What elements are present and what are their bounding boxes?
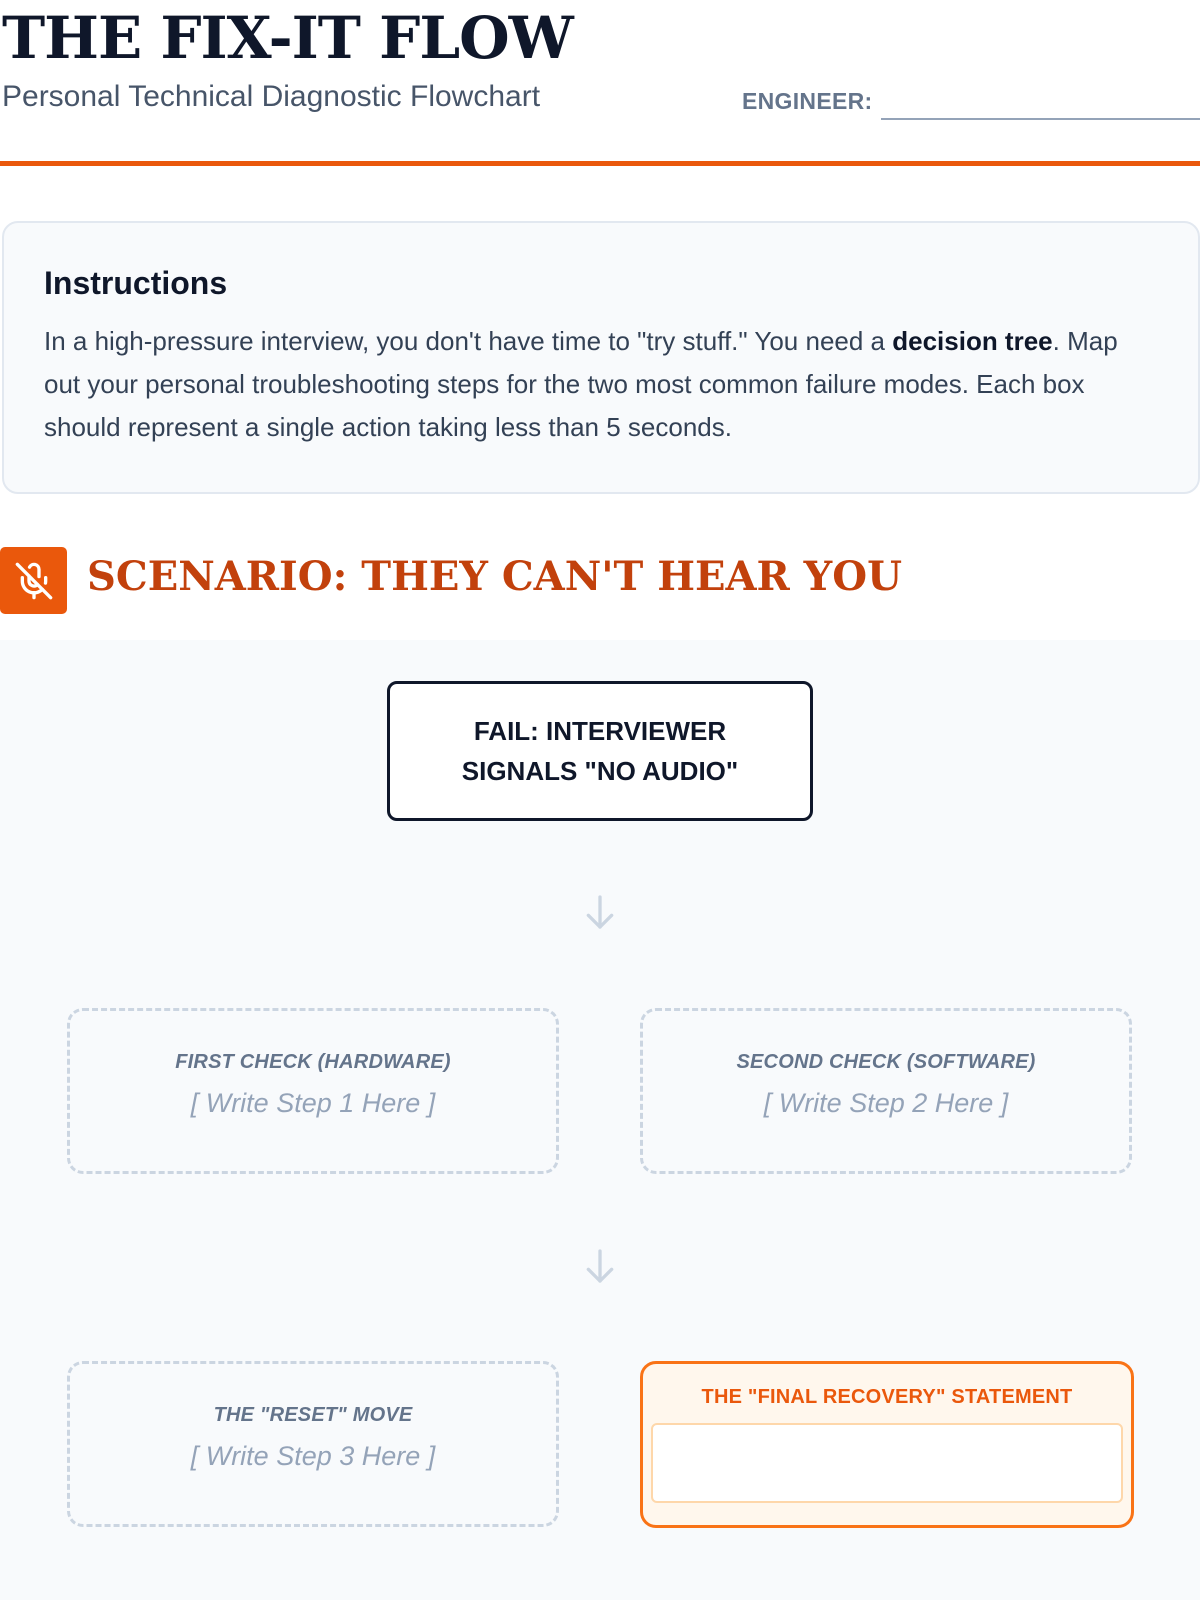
page-header — [0, 0, 1200, 166]
fail-box: FAIL: INTERVIEWER SIGNALS "NO AUDIO" — [387, 681, 813, 821]
step-box-1[interactable] — [67, 1008, 559, 1174]
arrow-down-icon — [580, 1246, 620, 1286]
step-box-3[interactable] — [67, 1361, 559, 1527]
instructions-text-part: . Map out your personal troubleshooting steps for the two most common failure modes. Each box should represent a single action taking less than 5 seconds. — [44, 326, 1118, 442]
step-box-2[interactable] — [640, 1008, 1132, 1174]
step-label: FIRST CHECK (HARDWARE) — [175, 1051, 451, 1073]
flowchart — [0, 640, 1200, 1600]
final-recovery-label: THE "FINAL RECOVERY" STATEMENT — [701, 1386, 1073, 1408]
step-placeholder: [ Write Step 3 Here ] — [190, 1441, 436, 1471]
step-label: THE "RESET" MOVE — [213, 1404, 413, 1426]
step-label: SECOND CHECK (SOFTWARE) — [736, 1051, 1036, 1073]
page-title: THE FIX-IT FLOW — [2, 4, 573, 72]
step-placeholder: [ Write Step 1 Here ] — [190, 1088, 436, 1118]
instructions-bold-term: decision tree — [892, 326, 1053, 356]
page-subtitle: Personal Technical Diagnostic Flowchart — [2, 80, 541, 113]
instructions-panel — [2, 221, 1200, 494]
final-recovery-box — [640, 1361, 1134, 1528]
instructions-heading: Instructions — [44, 265, 228, 301]
instructions-text — [44, 320, 1158, 449]
engineer-label: ENGINEER: — [742, 88, 873, 114]
mic-off-icon — [0, 547, 67, 614]
arrow-down-icon — [580, 892, 620, 932]
final-recovery-input[interactable] — [651, 1423, 1123, 1503]
instructions-text-part: In a high-pressure interview, you don't have time to "try stuff." You need a — [44, 326, 893, 356]
engineer-field[interactable] — [881, 118, 1200, 120]
step-placeholder: [ Write Step 2 Here ] — [763, 1088, 1009, 1118]
scenario-title: SCENARIO: THEY CAN'T HEAR YOU — [87, 553, 902, 600]
